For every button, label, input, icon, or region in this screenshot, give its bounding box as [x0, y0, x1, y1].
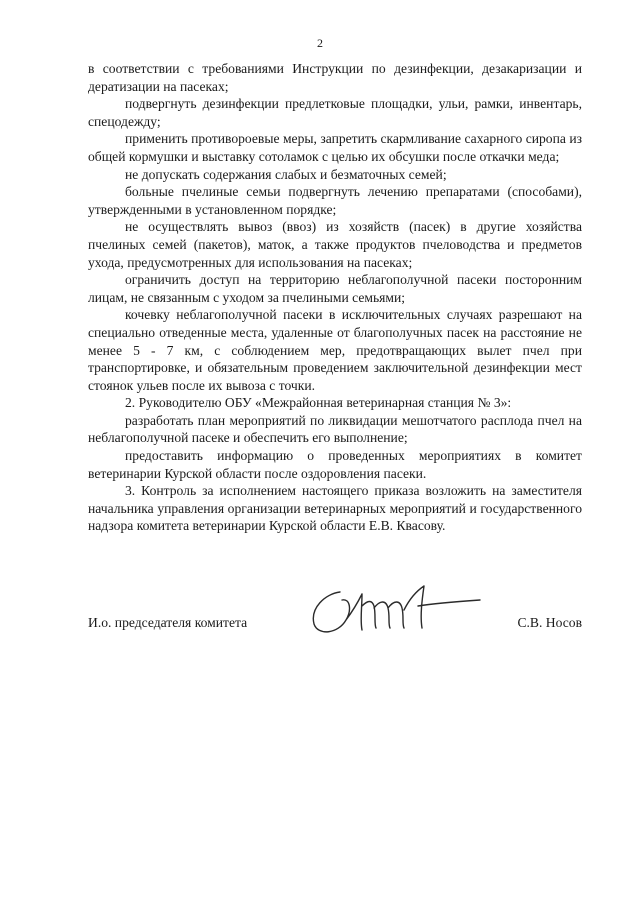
paragraph-action-plan: разработать план мероприятий по ликвидации мешотчатого расплода пчел на неблагополучной пасеке и обеспечить его выполнение; [88, 412, 582, 446]
signatory-title: И.о. председателя комитета [88, 615, 248, 630]
paragraph-transport-ban: не осуществлять вывоз (ввоз) из хозяйств (пасек) в другие хозяйства пчелиных семей (пакетов), маток, а также продуктов пчеловодства и предметов ухода, предусмотренных для использования на пасеках; [88, 219, 582, 270]
document-body [88, 60, 582, 535]
page-number: 2 [317, 36, 323, 50]
paragraph-report: предоставить информацию о проведенных мероприятиях в комитет ветеринарии Курской области после оздоровления пасеки. [88, 448, 582, 481]
paragraph-item-3-control: 3. Контроль за исполнением настоящего приказа возложить на заместителя начальника управления организации ветеринарных мероприятий и государственного надзора комитета ветеринарии Курской области Е.В. Квасову. [88, 483, 582, 534]
paragraph-access-restriction: ограничить доступ на территорию неблагополучной пасеки посторонним лицам, не связанным с уходом за пчелиными семьями; [88, 272, 582, 305]
paragraph-item-2-heading: 2. Руководителю ОБУ «Межрайонная ветеринарная станция № 3»: [125, 395, 512, 411]
paragraph-treatment: больные пчелиные семьи подвергнуть лечению препаратами (способами), утвержденными в установленном порядке; [88, 184, 582, 217]
paragraph-weak-colonies: не допускать содержания слабых и безматочных семей; [125, 166, 447, 182]
paragraph-continuation: в соответствии с требованиями Инструкции по дезинфекции, дезакаризации и дератизации на пасеках; [88, 61, 582, 94]
signature-block [88, 614, 582, 634]
paragraph-disinfection: подвергнуть дезинфекции предлетковые площадки, ульи, рамки, инвентарь, спецодежду; [88, 96, 582, 129]
signatory-name: С.В. Носов [517, 615, 582, 630]
paragraph-relocation: кочевку неблагополучной пасеки в исключительных случаях разрешают на специально отведенные места, удаленные от благополучных пасек на расстояние не менее 5 - 7 км, с соблюдением мер, предотвращающих вылет пчел при транспортировке, и обязательным проведением заключительной дезинфекции мест стоянок ульев после их вывоза с точки. [88, 307, 582, 393]
paragraph-anti-swarming: применить противороевые меры, запретить скармливание сахарного сиропа из общей кормушки и выставку сотоламок с целью их обсушки после откачки меда; [88, 131, 582, 164]
